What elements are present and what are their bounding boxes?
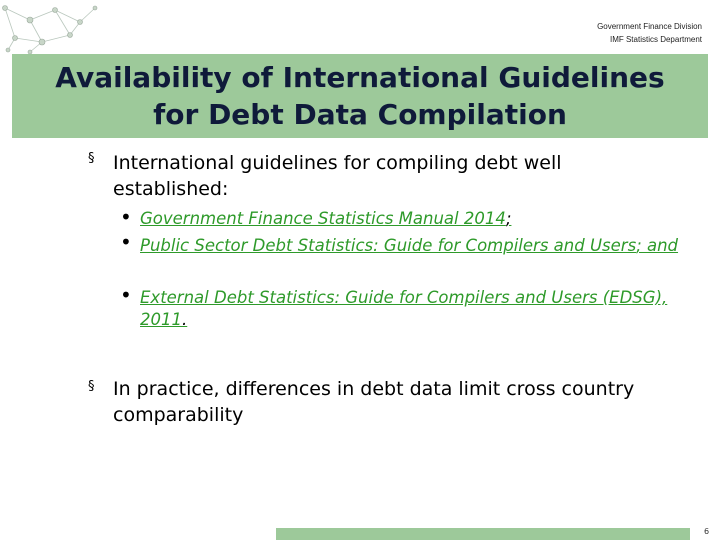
footer-bar (276, 528, 690, 540)
title-line-2: for Debt Data Compilation (153, 98, 567, 131)
header-info (597, 20, 702, 46)
guideline-gfsm-title[interactable]: Government Finance Statistics Manual 2014 (140, 209, 506, 228)
guideline-link-psds[interactable] (140, 235, 690, 257)
guideline-edsg-suffix: . (182, 310, 188, 329)
guideline-psds-suffix: ; and (636, 236, 679, 255)
division-label: Government Finance Division (597, 22, 702, 31)
guideline-gfsm-suffix: ; (505, 209, 512, 228)
slide-title (12, 59, 708, 133)
department-label: IMF Statistics Department (609, 35, 702, 44)
guideline-edsg-title[interactable]: External Debt Statistics: Guide for Compilers and Users (EDSG), 2011 (140, 288, 668, 329)
page-number: 6 (704, 527, 710, 536)
title-line-1: Availability of International Guidelines (55, 61, 665, 94)
sub-bullet-marker-2: • (120, 230, 132, 254)
bullet-2-text: In practice, differences in debt data limit cross country comparability (113, 378, 635, 426)
guideline-link-gfsm[interactable] (140, 208, 690, 230)
bullet-marker-2: § (88, 379, 95, 394)
guideline-link-edsg[interactable] (140, 287, 690, 331)
bullet-marker-1: § (88, 151, 95, 166)
guideline-psds-title[interactable]: Public Sector Debt Statistics: Guide for Compilers and Users (140, 236, 637, 255)
sub-bullet-marker-3: • (120, 283, 132, 307)
sub-bullet-marker-1: • (120, 205, 132, 229)
network-logo (0, 0, 100, 55)
bullet-1-text: International guidelines for compiling debt well established: (113, 152, 562, 200)
